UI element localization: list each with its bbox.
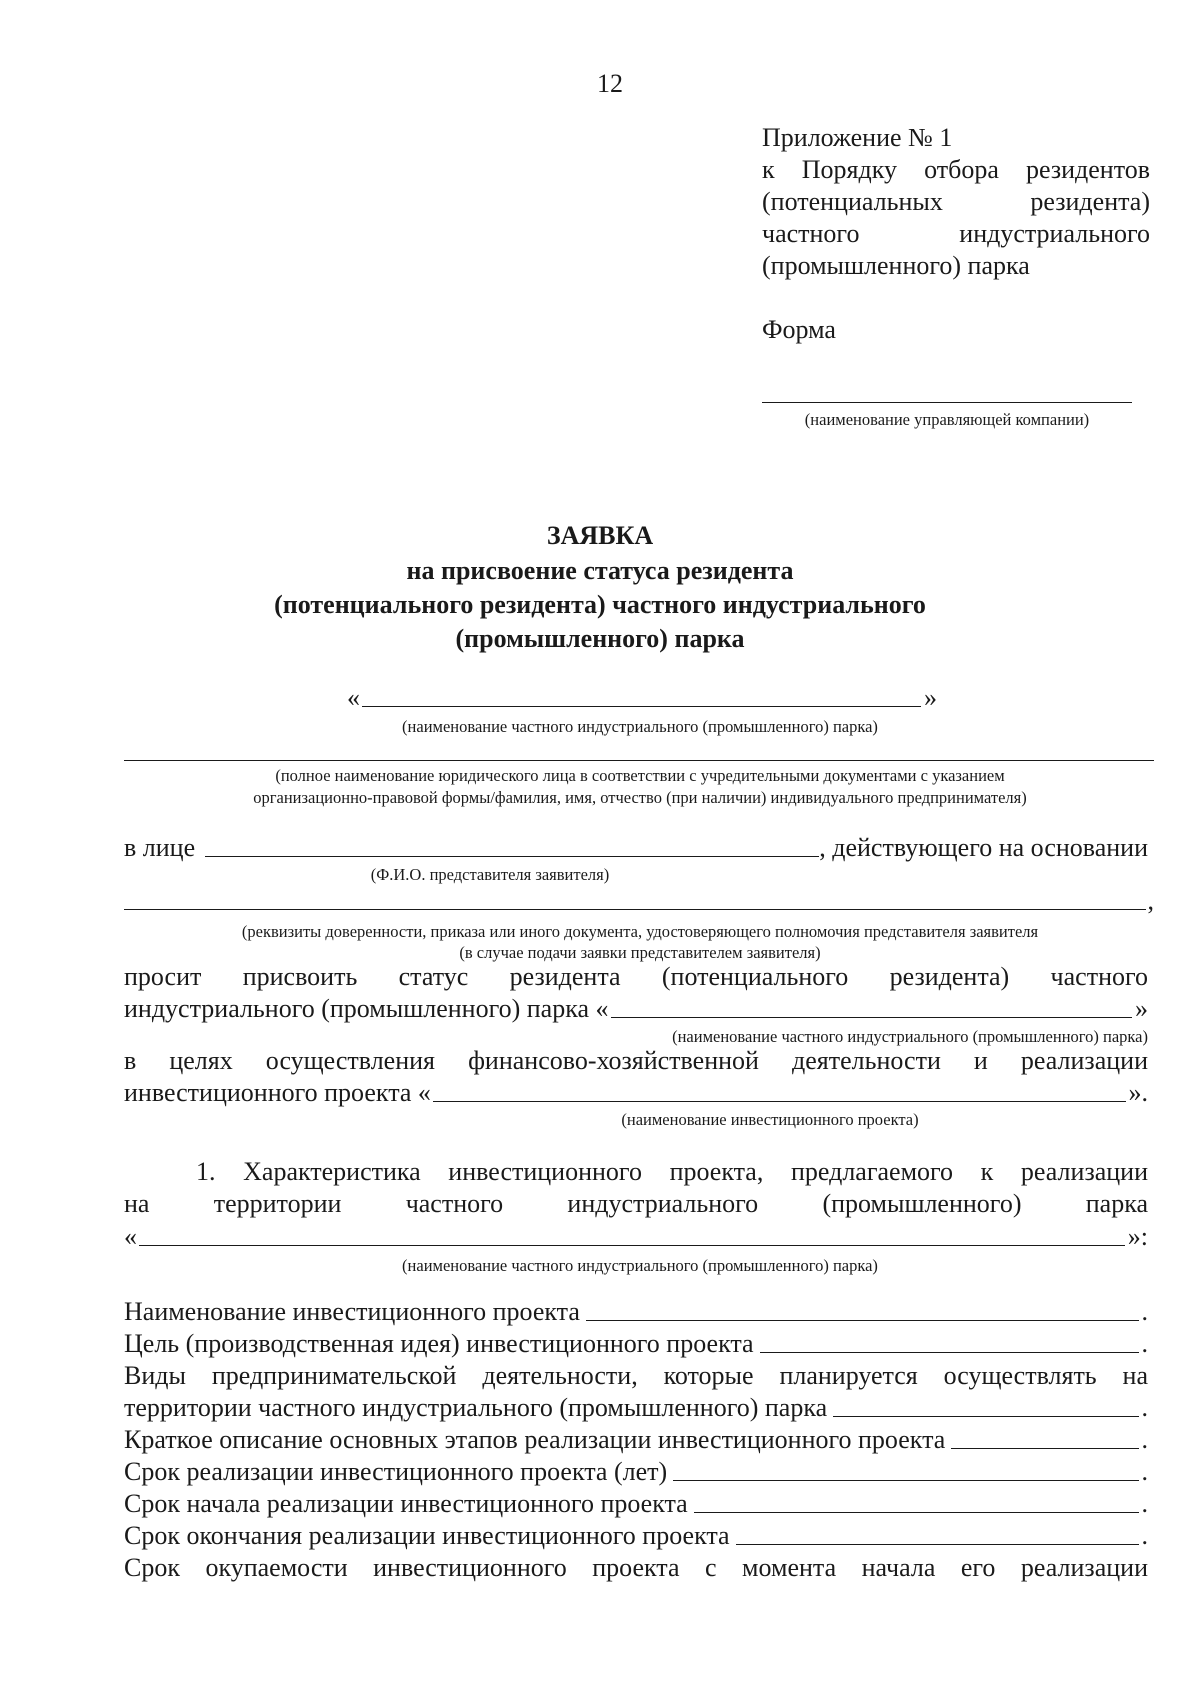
legal-entity-caption-2: организационно-правовой формы/фамилия, имя, отчество (при наличии) индивидуального предпринимателя): [253, 788, 1027, 807]
field-input-line[interactable]: [833, 1416, 1138, 1417]
field-end-date: [124, 1520, 1148, 1552]
project-name-line[interactable]: [433, 1101, 1126, 1102]
field-end: .: [1141, 1393, 1148, 1422]
page-number: 12: [597, 69, 623, 98]
field-activity-types-line-1: Виды предпринимательской деятельности, которые планируется осуществлять на: [124, 1361, 1148, 1390]
field-end: .: [1141, 1489, 1148, 1518]
appendix-line-4: частного индустриального: [762, 219, 1150, 248]
field-input-line[interactable]: [736, 1544, 1139, 1545]
legal-entity-caption-1: (полное наименование юридического лица в соответствии с учредительными документами с указанием: [275, 766, 1005, 785]
authority-row: [124, 885, 1154, 917]
section1-caption: (наименование частного индустриального (промышленного) парка): [402, 1256, 878, 1275]
field-project-goal: [124, 1328, 1148, 1360]
authority-caption-1: (реквизиты доверенности, приказа или иного документа, удостоверяющего полномочия представителя заявителя: [241, 922, 1039, 941]
section1-quote-close: »:: [1127, 1222, 1148, 1251]
field-input-line[interactable]: [760, 1352, 1139, 1353]
field-label: Срок начала реализации инвестиционного проекта: [124, 1489, 688, 1518]
appendix-line-2: к Порядку отбора резидентов: [762, 155, 1150, 184]
field-input-line[interactable]: [694, 1512, 1139, 1513]
field-label: Наименование инвестиционного проекта: [124, 1297, 580, 1326]
request-line-3: в целях осуществления финансово-хозяйственной деятельности и реализации: [124, 1046, 1148, 1075]
section1-line-1: 1. Характеристика инвестиционного проекта, предлагаемого к реализации: [196, 1157, 1148, 1186]
field-implementation-period: [124, 1456, 1148, 1488]
request-line-4-suffix: ».: [1128, 1078, 1148, 1107]
field-end: .: [1141, 1457, 1148, 1486]
section1-quote-open: «: [124, 1222, 137, 1251]
title-main: ЗАЯВКА: [546, 521, 654, 550]
appendix-line-1: Приложение № 1: [762, 123, 953, 152]
request-line-2: [124, 993, 1148, 1025]
field-label: Цель (производственная идея) инвестиционного проекта: [124, 1329, 754, 1358]
appendix-line-3: (потенциальных резидента): [762, 187, 1150, 216]
field-input-line[interactable]: [673, 1480, 1138, 1481]
appendix-block: [762, 122, 1150, 282]
representative-caption: (Ф.И.О. представителя заявителя): [370, 865, 610, 884]
represented-by-suffix: , действующего на основании: [819, 833, 1148, 862]
field-label: Краткое описание основных этапов реализации инвестиционного проекта: [124, 1425, 946, 1454]
title-line-2: (потенциального резидента) частного индустриального: [274, 590, 926, 619]
representative-name-line[interactable]: [205, 856, 819, 857]
quote-close: »: [924, 683, 937, 712]
field-input-line[interactable]: [586, 1320, 1139, 1321]
field-end: .: [1141, 1425, 1148, 1454]
park-name-line[interactable]: [362, 706, 921, 707]
project-caption: (наименование инвестиционного проекта): [621, 1110, 919, 1129]
section1-line-3: [124, 1221, 1148, 1253]
field-start-date: [124, 1488, 1148, 1520]
field-stages-description: [124, 1424, 1148, 1456]
section1-park-name-line[interactable]: [139, 1245, 1125, 1246]
request-line-2-prefix: индустриального (промышленного) парка «: [124, 994, 609, 1023]
park-caption: (наименование частного индустриального (промышленного) парка): [402, 717, 878, 736]
field-end: .: [1141, 1329, 1148, 1358]
field-end: .: [1141, 1521, 1148, 1550]
represented-by-row: [124, 832, 1148, 864]
request-line-4-prefix: инвестиционного проекта «: [124, 1078, 431, 1107]
field-label: Срок реализации инвестиционного проекта (лет): [124, 1457, 668, 1486]
title-line-1: на присвоение статуса резидента: [406, 556, 794, 585]
section1-line-2: на территории частного индустриального (промышленного) парка: [124, 1189, 1148, 1218]
represented-by-prefix: в лице: [124, 833, 196, 862]
authority-caption-2: (в случае подачи заявки представителем заявителя): [459, 943, 821, 962]
field-label: территории частного индустриального (промышленного) парка: [124, 1393, 828, 1422]
request-line-4: [124, 1077, 1148, 1109]
authority-comma: ,: [1147, 886, 1154, 915]
authority-document-line[interactable]: [124, 909, 1146, 910]
field-activity-types-line-2: [124, 1392, 1148, 1424]
recipient-line[interactable]: [762, 402, 1132, 403]
quote-open: «: [347, 683, 360, 712]
park-name-field[interactable]: [347, 682, 937, 714]
recipient-caption: (наименование управляющей компании): [804, 410, 1090, 429]
request-park-name-line[interactable]: [611, 1017, 1133, 1018]
request-line-1: просит присвоить статус резидента (потенциального резидента) частного: [124, 962, 1148, 991]
title-line-3: (промышленного) парка: [455, 624, 745, 653]
request-line-2-suffix: »: [1135, 994, 1148, 1023]
field-payback-period: Срок окупаемости инвестиционного проекта с момента начала его реализации: [124, 1553, 1148, 1582]
legal-entity-line[interactable]: [124, 760, 1154, 761]
form-label: Форма: [762, 315, 836, 344]
appendix-line-5: (промышленного) парка: [762, 251, 1030, 280]
request-park-caption: (наименование частного индустриального (промышленного) парка): [672, 1027, 1148, 1046]
field-end: .: [1141, 1297, 1148, 1326]
field-project-name: [124, 1296, 1148, 1328]
field-input-line[interactable]: [951, 1448, 1138, 1449]
field-label: Срок окончания реализации инвестиционного проекта: [124, 1521, 730, 1550]
